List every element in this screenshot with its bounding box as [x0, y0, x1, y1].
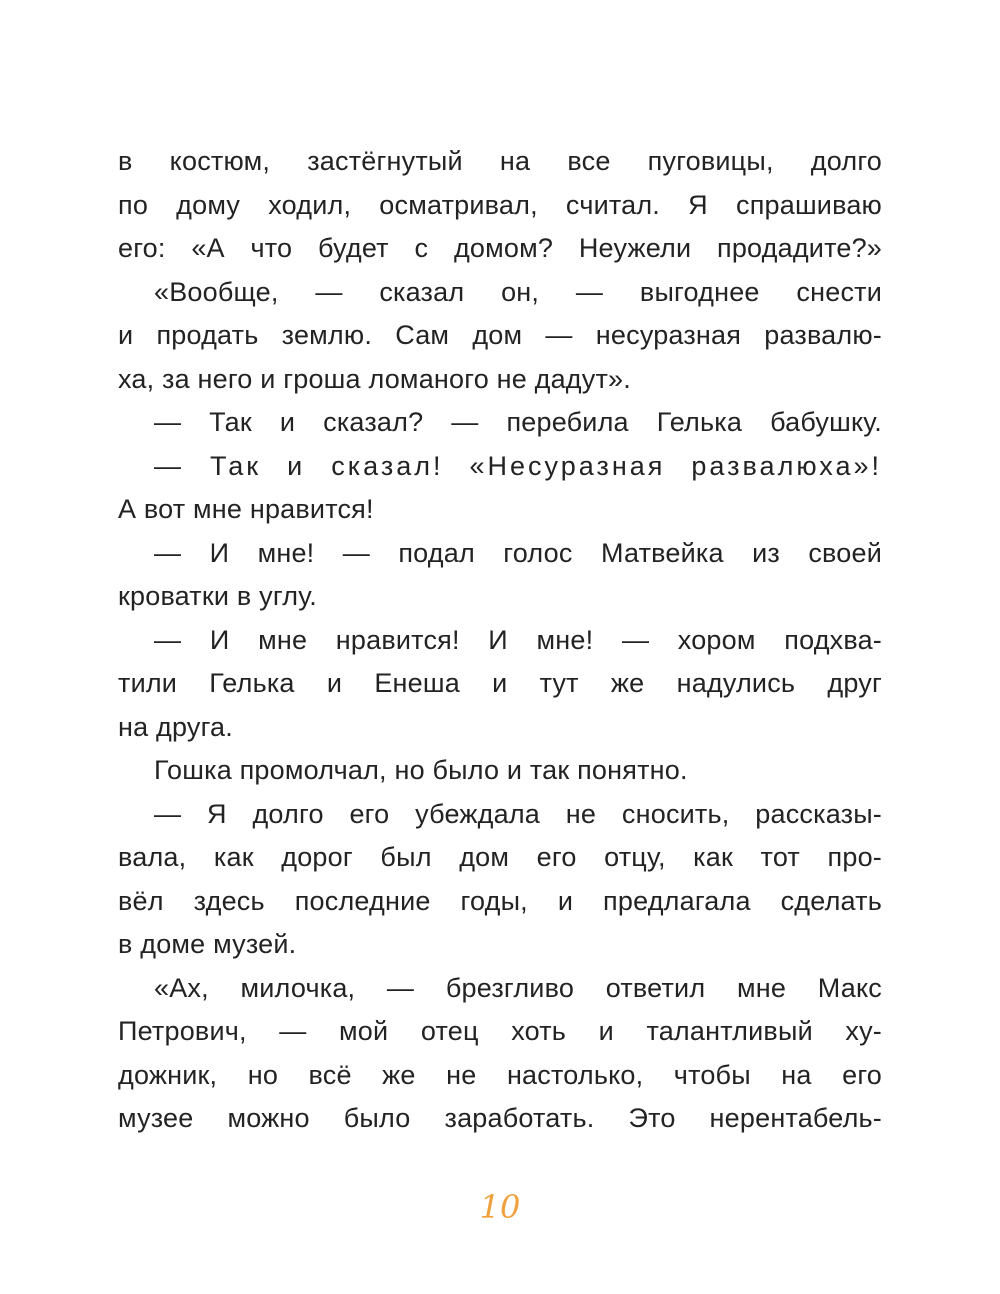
text-line: дожник, но всё же не настолько, чтобы на его — [118, 1059, 882, 1090]
text-line: и продать землю. Сам дом — несуразная развалю- — [118, 320, 882, 350]
text-line: — И мне нравится! И мне! — хором подхва- — [154, 624, 882, 655]
text-line: «Вообще, — сказал он, — выгоднее снести — [154, 276, 882, 307]
text-line: на друга. — [118, 711, 233, 742]
text-line: вала, как дорог был дом его отцу, как тот про- — [118, 842, 882, 872]
text-line: — Я долго его убеждала не сносить, рассказы- — [154, 798, 882, 829]
paragraph — [118, 967, 882, 1141]
paragraph — [118, 401, 882, 445]
paragraph — [118, 749, 882, 793]
text-line: — И мне! — подал голос Матвейка из своей — [154, 537, 882, 568]
text-block — [118, 140, 882, 1141]
paragraph — [118, 793, 882, 967]
paragraph — [118, 140, 882, 271]
page-number: 10 — [479, 1188, 521, 1226]
text-line: музее можно было заработать. Это нерентабель- — [118, 1103, 882, 1133]
text-line: Петрович, — мой отец хоть и талантливый ху- — [118, 1016, 882, 1046]
text-line: «Ах, милочка, — брезгливо ответил мне Макс — [154, 972, 882, 1003]
text-line: — Так и сказал? — перебила Гелька бабушку. — [154, 407, 882, 437]
text-line: тили Гелька и Енеша и тут же надулись друг — [118, 668, 882, 698]
text-line: ха, за него и гроша ломаного не дадут». — [118, 363, 631, 394]
text-line: в костюм, застёгнутый на все пуговицы, долго — [118, 146, 882, 176]
text-line: — Так и сказал! «Несуразная развалюха»! — [154, 450, 882, 481]
paragraph — [118, 532, 882, 619]
paragraph — [118, 619, 882, 750]
paragraph — [118, 271, 882, 402]
text-line: Гошка промолчал, но было и так понятно. — [154, 755, 688, 785]
paragraph — [118, 445, 882, 532]
text-line: А вот мне нравится! — [118, 494, 374, 524]
text-line: кроватки в углу. — [118, 581, 317, 611]
text-line: по дому ходил, осматривал, считал. Я спрашиваю — [118, 189, 882, 220]
text-line: его: «А что будет с домом? Неужели продадите?» — [118, 233, 882, 263]
text-line: в доме музей. — [118, 929, 297, 959]
text-line: вёл здесь последние годы, и предлагала сделать — [118, 885, 882, 916]
